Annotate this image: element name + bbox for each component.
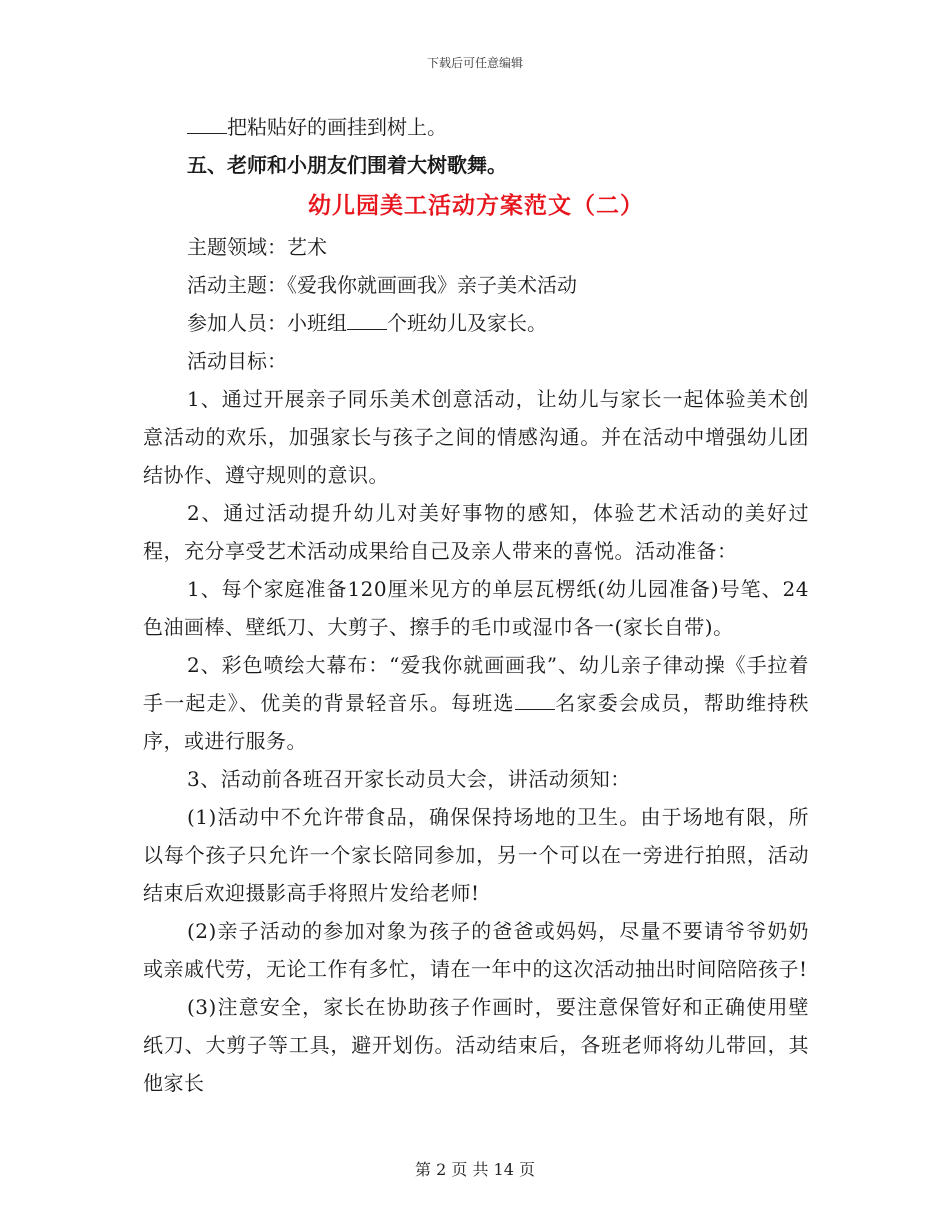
paragraph-prep-2-b: 名家委会成员，帮助维持秩序，或进行服务。 (143, 691, 810, 753)
document-body (143, 108, 809, 1102)
paragraph-rule-3: (3)注意安全，家长在协助孩子作画时，要注意保管好和正确使用壁纸刀、大剪子等工具，避开划伤。活动结束后，各班老师将幼儿带回，其他家长 (143, 995, 809, 1095)
paragraph-goal-2: 2、通过活动提升幼儿对美好事物的感知，体验艺术活动的美好过程，充分享受艺术活动成果给自己及亲人带来的喜悦。活动准备： (143, 501, 809, 563)
fill-blank (515, 691, 555, 710)
fill-blank (187, 115, 227, 134)
section-heading: 五、老师和小朋友们围着大树歌舞。 (187, 153, 507, 177)
paragraph-prep-2 (143, 646, 809, 760)
activity-theme: 活动主题：《爱我你就画画我》亲子美术活动 (187, 273, 577, 297)
theme-domain: 主题领域：艺术 (187, 235, 327, 259)
paragraph-prep-1: 1、每个家庭准备120厘米见方的单层瓦楞纸(幼儿园准备)号笔、24色油画棒、壁纸刀、大剪子、擦手的毛巾或湿巾各一(家长自带)。 (143, 577, 809, 639)
fill-blank (347, 311, 387, 330)
text-content: 把粘贴好的画挂到树上。 (227, 115, 447, 139)
goals-heading: 活动目标： (187, 349, 287, 373)
paragraph-prep-3: 3、活动前各班召开家长动员大会，讲活动须知： (187, 767, 631, 791)
paragraph-prep-2-a: 2、彩色喷绘大幕布：“爱我你就画画我”、幼儿亲子律动操《手拉着手一起走》、优美的背景轻音乐。每班选 (143, 653, 809, 715)
participants-label: 参加人员：小班组 (187, 311, 347, 335)
paragraph-rule-1: (1)活动中不允许带食品，确保保持场地的卫生。由于场地有限，所以每个孩子只允许一个家长陪同参加，另一个可以在一旁进行拍照，活动结束后欢迎摄影高手将照片发给老师! (143, 805, 809, 905)
page-footer: 第 2 页 共 14 页 (415, 1160, 535, 1179)
document-title: 幼儿园美工活动方案范文（二） (308, 192, 644, 219)
page-header: 下载后可任意编辑 (426, 56, 523, 70)
participants (143, 304, 809, 342)
paragraph-goal-1: 1、通过开展亲子同乐美术创意活动，让幼儿与家长一起体验美术创意活动的欢乐，加强家长与孩子之间的情感沟通。并在活动中增强幼儿团结协作、遵守规则的意识。 (143, 387, 809, 487)
participants-rest: 个班幼儿及家长。 (387, 311, 547, 335)
paragraph-rule-2: (2)亲子活动的参加对象为孩子的爸爸或妈妈，尽量不要请爷爷奶奶或亲戚代劳，无论工作有多忙，请在一年中的这次活动抽出时间陪陪孩子! (143, 919, 809, 981)
text-line (143, 108, 809, 146)
